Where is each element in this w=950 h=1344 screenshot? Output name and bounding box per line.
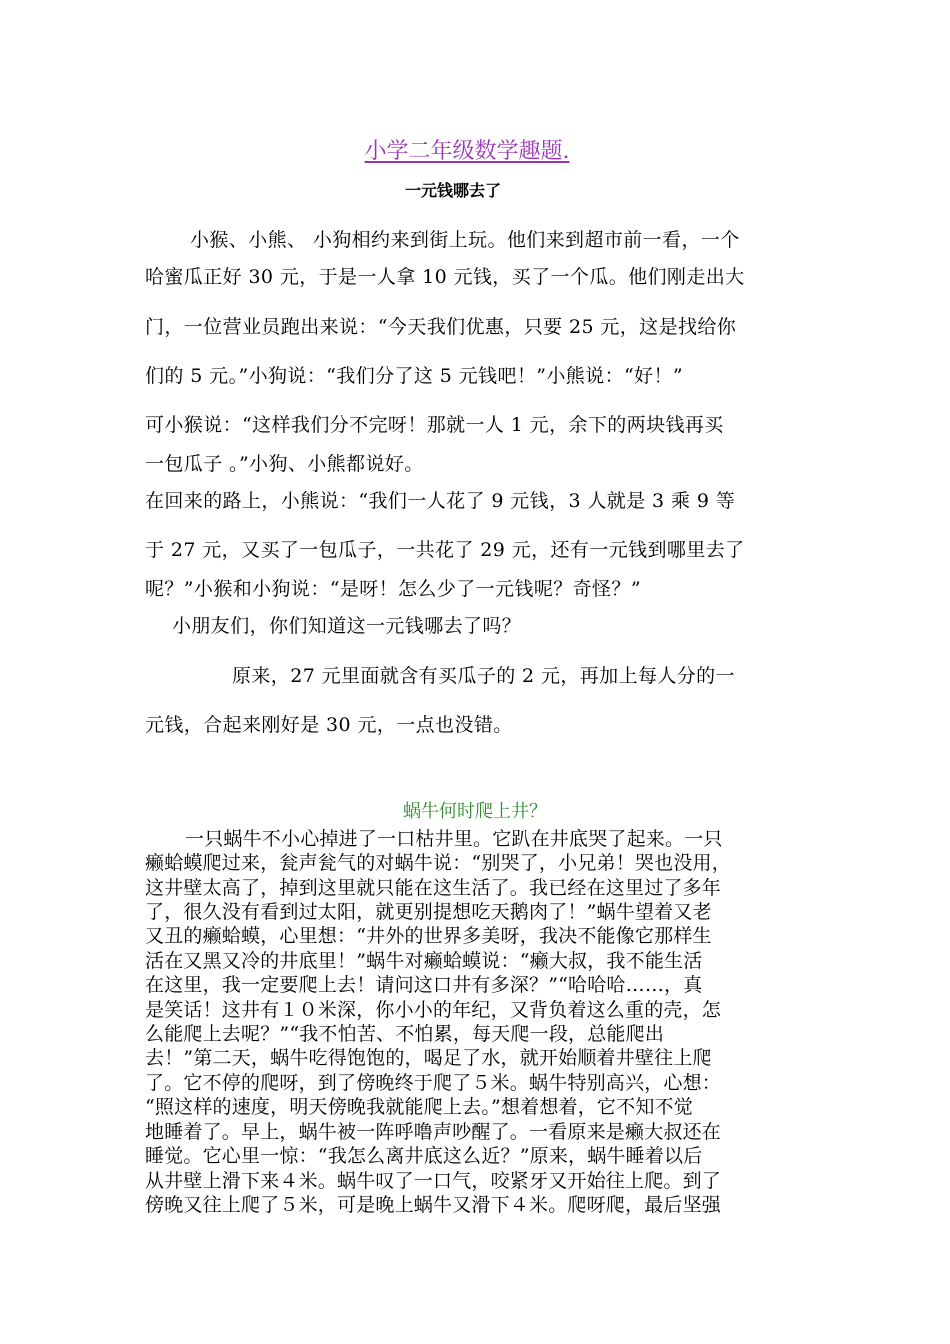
- story2-line: 了，很久没有看到过太阳，就更别提想吃天鹅肉了！”蜗牛望着又老: [145, 901, 712, 923]
- story1-title: 一元钱哪去了: [404, 181, 501, 200]
- story1-line: 原来，27 元里面就含有买瓜子的 2 元，再加上每人分的一: [232, 665, 735, 687]
- story1-line: 可小猴说：“这样我们分不完呀！那就一人 1 元，余下的两块钱再买: [145, 414, 724, 436]
- story2-line: 是笑话！这井有１０米深，你小小的年纪，又背负着这么重的壳，怎: [145, 999, 722, 1021]
- story1-line: 门，一位营业员跑出来说：“今天我们优惠，只要 25 元，这是找给你: [145, 316, 737, 338]
- story2-line: 睡觉。它心里一惊：“我怎么离井底这么近？”原来，蜗牛睡着以后: [145, 1145, 703, 1167]
- document-title: 小学二年级数学趣题.: [364, 139, 570, 164]
- story1-line: 小朋友们，你们知道这一元钱哪去了吗？: [172, 615, 522, 637]
- story1-line: 呢？”小猴和小狗说：“是呀！怎么少了一元钱呢？奇怪？”: [145, 578, 641, 600]
- story2-title: 蜗牛何时爬上井？: [403, 801, 547, 822]
- story2-line: 从井壁上滑下来４米。蜗牛叹了一口气，咬紧牙又开始往上爬。到了: [145, 1170, 722, 1192]
- story2-line: 傍晚又往上爬了５米，可是晚上蜗牛又滑下４米。爬呀爬，最后坚强: [145, 1194, 722, 1216]
- story2-line: “照这样的速度，明天傍晚我就能爬上去。”想着想着，它不知不觉: [145, 1096, 693, 1118]
- story2-line: 么能爬上去呢？”“我不怕苦、不怕累，每天爬一段，总能爬出: [145, 1023, 665, 1045]
- story2-line: 去！”第二天，蜗牛吃得饱饱的，喝足了水，就开始顺着井壁往上爬: [145, 1047, 712, 1069]
- story2-line: 癞蛤蟆爬过来，瓮声瓮气的对蜗牛说：“别哭了，小兄弟！哭也没用，: [145, 852, 731, 874]
- story1-line: 在回来的路上，小熊说：“我们一人花了 9 元钱，3 人就是 3 乘 9 等: [145, 490, 736, 512]
- story2-line: 在这里，我一定要爬上去！请问这口井有多深？”“哈哈哈……，真: [145, 974, 703, 996]
- story2-line: 一只蜗牛不小心掉进了一口枯井里。它趴在井底哭了起来。一只: [185, 828, 723, 850]
- story2-line: 这井壁太高了，掉到这里就只能在这生活了。我已经在这里过了多年: [145, 877, 722, 899]
- story1-line: 一包瓜子 。”小狗、小熊都说好。: [145, 453, 424, 475]
- story1-line: 元钱，合起来刚好是 30 元，一点也没错。: [145, 714, 513, 736]
- story1-line: 哈蜜瓜正好 30 元，于是一人拿 10 元钱，买了一个瓜。他们刚走出大: [145, 266, 745, 288]
- story1-line: 小猴、小熊、 小狗相约来到街上玩。他们来到超市前一看，一个: [190, 229, 740, 251]
- story2-line: 地睡着了。早上，蜗牛被一阵呼噜声吵醒了。一看原来是癞大叔还在: [145, 1121, 722, 1143]
- story2-line: 了。它不停的爬呀，到了傍晚终于爬了５米。蜗牛特别高兴，心想：: [145, 1072, 722, 1094]
- story2-line: 又丑的癞蛤蟆，心里想：“井外的世界多美呀，我决不能像它那样生: [145, 925, 712, 947]
- story2-line: 活在又黑又冷的井底里！”蜗牛对癞蛤蟆说：“癞大叔，我不能生活: [145, 950, 703, 972]
- story1-line: 于 27 元，又买了一包瓜子，一共花了 29 元，还有一元钱到哪里去了: [145, 539, 745, 561]
- story1-line: 们的 5 元。”小狗说：“我们分了这 5 元钱吧！”小熊说：“好！”: [145, 365, 684, 387]
